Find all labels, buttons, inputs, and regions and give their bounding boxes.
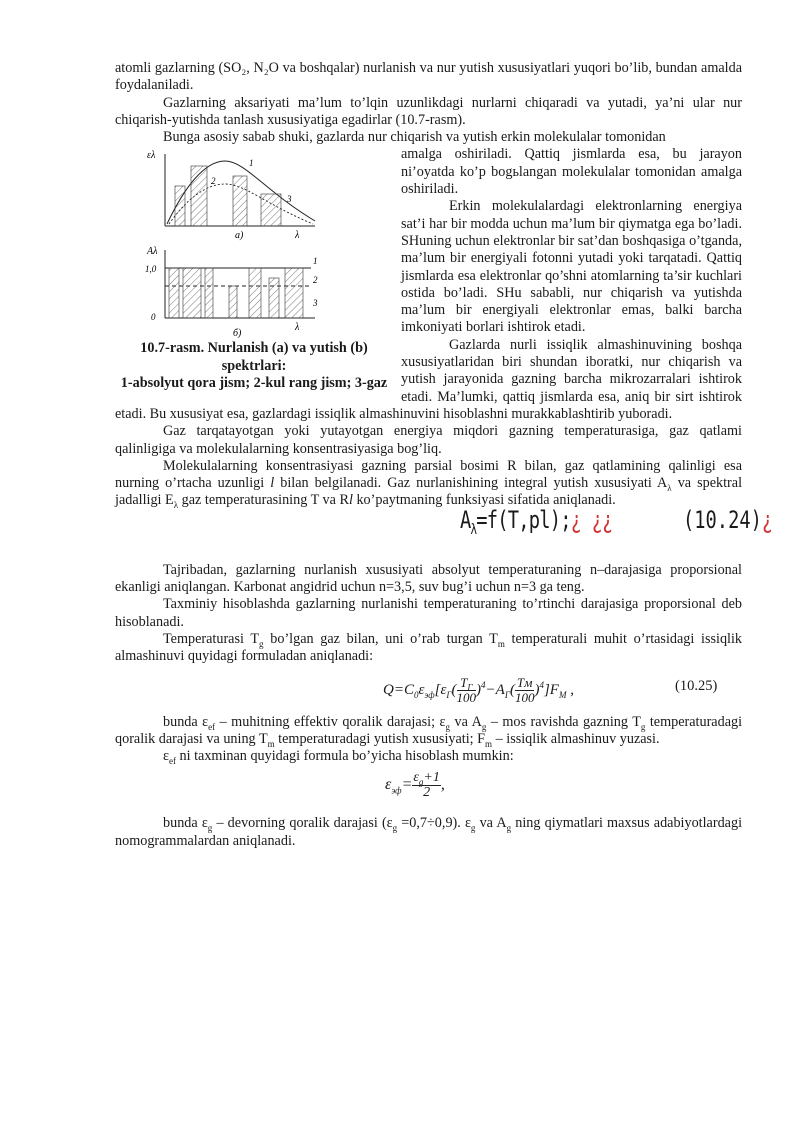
paragraph-10: Temperaturasi $T_g$ bo’lgan gaz bilan, uni o’rab turgan $T_m$ temperaturali muhit o’rtasidagi issiqlik almashinuvi quyidagi formuladan aniqlanadi: <box>115 630 743 665</box>
page-content <box>115 60 774 850</box>
top-curve-label-3: 3 <box>287 194 292 205</box>
figure-caption-title: 10.7-rasm. Nurlanish (a) va yutish (b) spektrlari: <box>140 340 368 374</box>
equation-10-24: $A_\lambda=f(T,pl);¿$ ¿¿ (10.24)¿ <box>460 505 774 538</box>
figure-caption-legend: 1-absolyut qora jism; 2-kul rang jism; 3-gaz <box>120 375 388 392</box>
top-curve-label-1: 1 <box>249 158 254 169</box>
spectra-figure <box>145 146 325 338</box>
top-y-label: ελ <box>147 150 156 162</box>
abs-band-1 <box>169 268 179 318</box>
gas-band-1 <box>175 186 185 226</box>
abs-band-5 <box>249 268 261 318</box>
bottom-sub-label: б) <box>233 328 242 339</box>
bottom-tick-0: 0 <box>151 312 156 323</box>
abs-band-3 <box>205 268 213 318</box>
gas-band-4 <box>261 194 281 226</box>
bottom-y-label: Aλ <box>147 246 158 258</box>
paragraph-8: Tajribadan, gazlarning nurlanish xususiyati absolyut temperaturaning n–darajasiga proporsional ekanligi aniqlangan. Karbonat angidrid uchun n=3,5, suv bug’i uchun n=3 ga teng. <box>115 561 742 596</box>
figure-10-7 <box>115 146 393 393</box>
paragraph-9: Taxminiy hisoblashda gazlarning nurlanishi temperaturaning to’rtinchi darajasiga proporsional deb hisoblanadi. <box>115 596 742 630</box>
top-sub-label: a) <box>235 230 244 242</box>
abs-band-4 <box>229 286 237 318</box>
abs-band-2 <box>183 268 201 318</box>
abs-band-6 <box>269 278 279 318</box>
paragraph-12: $\varepsilon_{ef}$ ni taxminan quyidagi formula bo’yicha hisoblash mumkin: <box>163 748 514 766</box>
bottom-curve-label-3: 3 <box>313 298 318 309</box>
bottom-curve-label-2: 2 <box>313 275 318 286</box>
paragraph-7: Molekulalarning konsentrasiyasi gazning parsial bosimi R bilan, gaz qatlamining qalinligi esa nurning o’rtacha uzunligi l bilan belgilanadi. Gaz nurlanishining integral yutish xususiyati $A_\lambda$ va spektral jadalligi $E_\lambda$ gaz temperaturasining T va Rl ko’paytmaning funksiyasi sifatida aniqlanadi. <box>115 457 743 511</box>
bottom-x-label: λ <box>295 322 300 334</box>
top-x-label: λ <box>295 230 300 242</box>
paragraph-6: Gaz tarqatayotgan yoki yutayotgan energiya miqdori gazning temperaturasiga, gaz qatlami qalinligiga va molekulalarning konsentrasiyasiga bog’liq. <box>115 423 742 457</box>
bottom-curve-label-1: 1 <box>313 256 318 267</box>
paragraph-11: bunda $\varepsilon_{ef}$ – muhitning effektiv qoralik darajasi; $\varepsilon_g$ va $A_g$ – mos ravishda gazning $T_g$ temperaturadagi qoralik darajasi va uning $T_m$ temperaturadagi yutish xususiyati; $F_m$ – issiqlik almashinuv yuzasi. <box>115 713 743 749</box>
bottom-tick-1: 1,0 <box>145 264 157 275</box>
paragraph-3: amalga oshiriladi. Qattiq jismlarda esa, bu jarayon ni’oyatda ko’p bogьlangan molekulalar tomonidan amalga oshiriladi. <box>401 146 742 198</box>
paragraph-2: Gazlarning aksariyati ma’lum to’lqin uzunlikdagi nurlarni chiqaradi va yutadi, ya’ni ular nur chiqarish-yutishda tanlash xususiyatiga egadirlar (10.7-rasm). <box>115 94 742 128</box>
equation-eps-eff: $\varepsilon_{эф}=$ $\frac{\varepsilon_g+1}{2}$ , <box>385 770 445 801</box>
gas-band-3 <box>233 176 247 226</box>
paragraph-13: bunda $\varepsilon_g$ – devorning qoralik darajasi $(\varepsilon_g =0,7\div 0,9)$. $\varepsilon_g$ va $A_g$ ning qiymatlari maxsus adabiyotlardagi nomogrammalardan aniqlanadi. <box>115 815 743 849</box>
abs-band-7 <box>285 268 303 318</box>
figure-caption <box>115 340 393 393</box>
equation-10-25: $Q=C_0\varepsilon_{эф}[\varepsilon_Г$( $\frac{T_Г}{100}$ )$^4-A_Г$( $\frac{Tм}{100}$ )$^4]F_M$ , (10.25) <box>383 674 718 705</box>
top-curve-label-2: 2 <box>211 176 216 187</box>
paragraph-5: Gazlarda nurli issiqlik almashinuvining boshqa xususiyatlaridan biri shundan iboratki, nur chiqarish va yutish jarayonida gazning barcha mikrozarralari ishtirok etadi. Ma’lumki, qattiq jismlarda esa, aniq bir sirt ishtirok etadi. Bu xususiyat esa, gazlardagi issiqlik almashinuvini hisoblashni murakkablashtirib yuboradi. <box>115 336 742 422</box>
paragraph-1: atomli gazlarning (SO₂, N₂O va boshqalar) nurlanish va nur yutish xususiyatlari yuqori bo’lib, bundan amalda foydalaniladi. <box>115 60 742 94</box>
gas-band-2 <box>191 166 207 226</box>
paragraph-4: Erkin molekulalardagi elektronlarning energiya sat’i har bir modda uchun ma’lum bir qiymatga ega bo’ladi. SHuning uchun elektronlar bir sat’dan boshqasiga o’tganda, ma’lum bir energiyali fotonni yutadi yoki tarqatadi. Qattiq jismlarda esa elektronlar qo’shni atomlarning ta’sir kuchlari ostida bo’ladi. SHu sababli, nur chiqarish va yutishda ma’lum bir energiyali elektronlar emas, balki barcha imkoniyati borlari ishtirok etadi. <box>401 198 742 336</box>
paragraph-3-intro: Bunga asosiy sabab shuki, gazlarda nur chiqarish va yutish erkin molekulalar tomonidan <box>163 129 666 146</box>
